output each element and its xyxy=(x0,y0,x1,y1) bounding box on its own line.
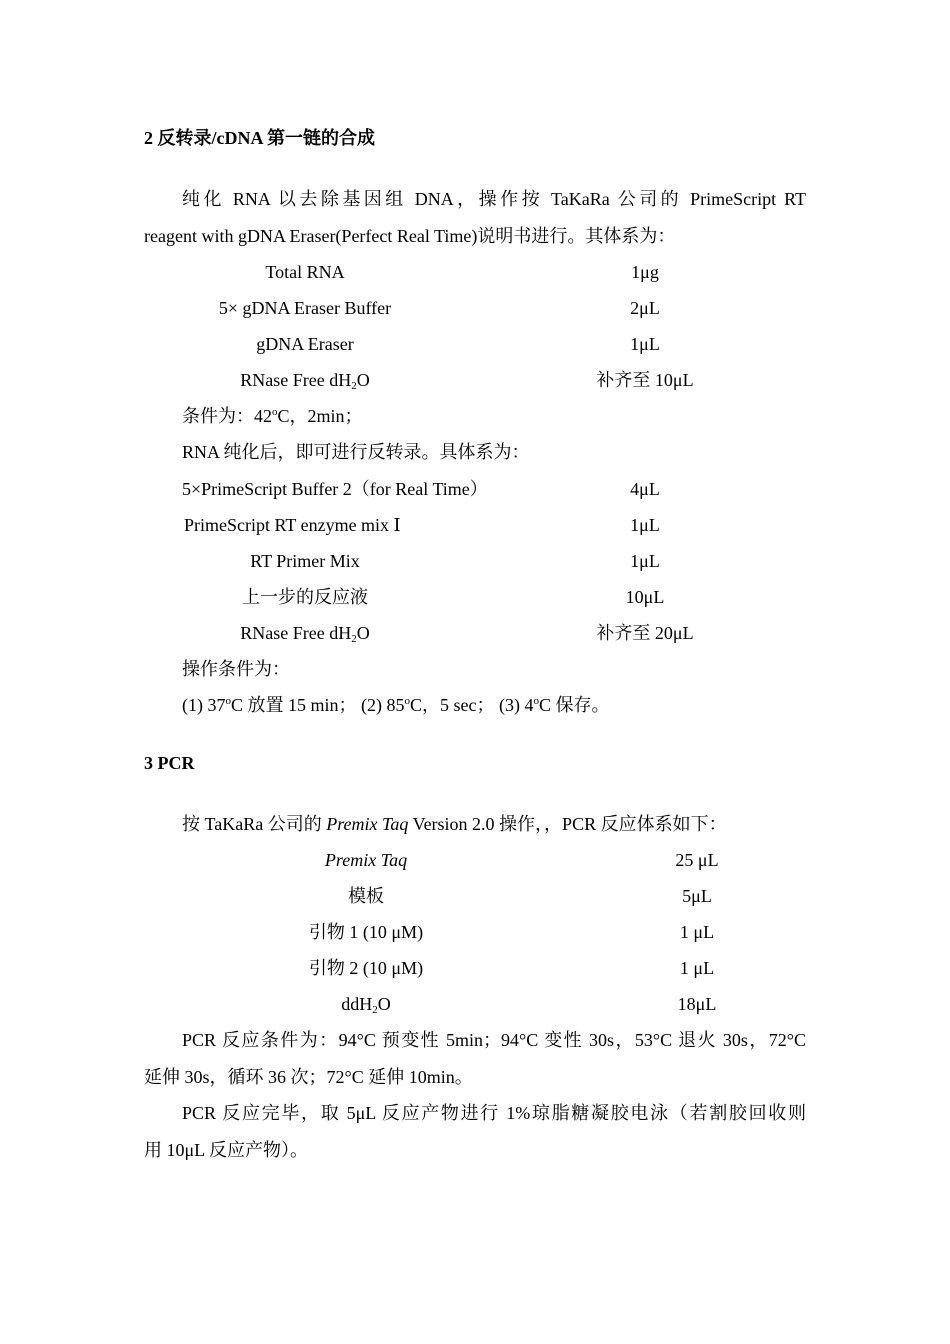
rt-intro-line1: 纯化 RNA 以去除基因组 DNA，操作按 TaKaRa 公司的 PrimeScript RT xyxy=(182,189,806,209)
table-row-amount: 1 μL xyxy=(679,958,715,978)
table-row-name: ddH$_2$O xyxy=(341,994,391,1016)
table-row-amount: 1μL xyxy=(630,515,660,535)
pcr-conditions-line1: PCR 反应条件为：94°C 预变性 5min；94°C 变性 30s，53°C 退火 30s，72°C xyxy=(182,1030,806,1050)
table-row-name: RNase Free $dH_2O$ xyxy=(240,370,370,392)
section-heading-pcr: 3 PCR xyxy=(144,753,195,773)
rt-intro-line2: reagent with gDNA Eraser(Perfect Real Time)说明书进行。其体系为： xyxy=(144,226,676,246)
table-row-name: RT Primer Mix xyxy=(250,551,360,571)
table-row-amount: 10μL xyxy=(625,587,665,607)
table-row-name: 引物 2 (10 μM) xyxy=(308,958,424,978)
table-row-amount: 4μL xyxy=(630,479,660,499)
pcr-conditions-line2: 延伸 30s，循环 36 次；72°C 延伸 10min。 xyxy=(144,1067,473,1087)
rt-purify-text: RNA 纯化后，即可进行反转录。具体系为： xyxy=(182,442,530,462)
table-row-amount: 2μL xyxy=(630,298,660,318)
table-row-name: 5× gDNA Eraser Buffer xyxy=(218,298,392,318)
pcr-result-line1: PCR 反应完毕，取 5μL 反应产物进行 1%琼脂糖凝胶电泳（若割胶回收则 xyxy=(182,1103,806,1123)
table-row-amount: 25 μL xyxy=(675,850,719,870)
table-row-name: 5×PrimeScript Buffer 2（for Real Time） xyxy=(182,479,488,499)
table-row-name: Total RNA xyxy=(265,262,345,282)
section-heading-rt: 2 反转录/cDNA 第一链的合成 xyxy=(144,128,375,148)
table-row-amount: 1 μL xyxy=(679,922,715,942)
table-row-name: Premix Taq xyxy=(324,850,408,870)
table-row-amount: 1μL xyxy=(630,551,660,571)
rt-operation-label: 操作条件为： xyxy=(182,659,290,679)
table-row-amount: 1μg xyxy=(631,262,659,282)
table-row-name: RNase Free $dH_2O$ xyxy=(240,623,370,645)
table-row-name: 引物 1 (10 μM) xyxy=(308,922,424,942)
table-row-amount: 1μL xyxy=(630,334,660,354)
table-row-name: 模板 xyxy=(348,886,384,906)
table-row-name: gDNA Eraser xyxy=(256,334,354,354)
table-row-amount: 5μL xyxy=(682,886,712,906)
table-row-amount: 补齐至 20μL xyxy=(596,623,694,643)
table-row-amount: 18μL xyxy=(677,994,717,1014)
pcr-result-line2: 用 10μL 反应产物）。 xyxy=(144,1140,308,1160)
table-row-name: PrimeScript RT enzyme mix Ⅰ xyxy=(184,515,401,535)
pcr-intro: 按 TaKaRa 公司的 Premix Taq Version 2.0 操作，，PCR 反应体系如下： xyxy=(182,814,727,834)
rt-condition-1: 条件为：42$^o$C，2min； xyxy=(182,406,363,426)
table-row-name: 上一步的反应液 xyxy=(242,587,368,607)
rt-operation-steps: (1) 37$^o$C 放置 15 min； (2) 85$^o$C，5 sec； (3) 4$^o$C 保存。 xyxy=(182,695,610,715)
table-row-amount: 补齐至 10μL xyxy=(596,370,694,390)
